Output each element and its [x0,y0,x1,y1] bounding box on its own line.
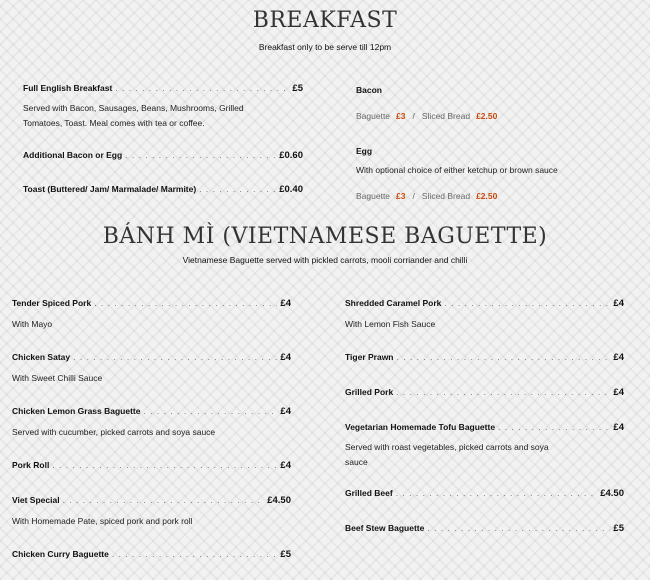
separator: / [412,111,415,121]
item-price: £4.50 [267,495,291,506]
leader-dots [143,406,277,416]
leader-dots [115,83,289,93]
item-description: With Sweet Chilli Sauce [12,373,103,383]
item-price: £4 [613,387,624,398]
item-name: Grilled Beef [345,488,393,498]
menu-item-chicken-satay [12,352,291,363]
leader-dots [396,488,598,498]
breakfast-subtitle: Breakfast only to be serve till 12pm [258,42,392,52]
item-price: £0.40 [279,184,303,195]
item-description: With Lemon Fish Sauce [345,319,436,329]
menu-item-tender-spiced-pork [12,298,291,309]
menu-item-chicken-lemon-grass-baguette [12,406,291,417]
menu-item-grilled-beef [345,488,624,499]
item-name: Vegetarian Homemade Tofu Baguette [345,422,496,432]
sliced-bread-label: Sliced Bread [421,191,471,201]
leader-dots [112,549,278,559]
baguette-price: £3 [396,111,406,121]
item-description: Served with cucumber, picked carrots and soya sauce [12,427,216,437]
baguette-label: Baguette [356,191,391,201]
menu-item-shredded-caramel-pork [345,298,624,309]
item-description: With Homemade Pate, spiced pork and pork roll [12,516,193,526]
sliced-bread-label: Sliced Bread [421,111,471,121]
sliced-bread-price: £2.50 [476,191,498,201]
item-name: Grilled Pork [345,387,394,397]
item-price: £4 [280,298,291,309]
item-name: Tender Spiced Pork [12,298,92,308]
item-name: Additional Bacon or Egg [23,150,123,160]
menu-item-additional-bacon-or-egg [23,150,303,161]
egg-heading: Egg [356,146,373,156]
item-price: £4.50 [600,488,624,499]
item-name: Pork Roll [12,460,50,470]
item-description: With Mayo [12,319,53,329]
item-description: Served with Bacon, Sausages, Beans, Mushrooms, Grilled Tomatoes, Toast. Meal comes with tea or coffee. [23,103,244,128]
item-name: Chicken Lemon Grass Baguette [12,406,141,416]
item-price: £5 [280,549,291,560]
baguette-price: £3 [396,191,406,201]
item-price: £5 [613,523,624,534]
baguette-label: Baguette [356,111,391,121]
sliced-bread-price: £2.50 [476,111,498,121]
banh-mi-title: BÁNH MÌ (VIETNAMESE BAGUETTE) [102,224,548,249]
item-price: £5 [292,83,303,94]
menu-item-pork-roll [12,460,291,471]
item-name: Viet Special [12,495,60,505]
leader-dots [199,184,276,194]
item-name: Full English Breakfast [23,83,113,93]
menu-item-viet-special [12,495,291,506]
leader-dots [73,352,277,362]
item-name: Chicken Curry Baguette [12,549,109,559]
separator: / [412,191,415,201]
item-name: Chicken Satay [12,352,71,362]
item-price: £4 [613,422,624,433]
egg-description: With optional choice of either ketchup or brown sauce [356,165,558,175]
menu-item-vegetarian-tofu-baguette [345,422,624,433]
menu-item-grilled-pork [345,387,624,398]
menu-item-tiger-prawn [345,352,624,363]
item-name: Tiger Prawn [345,352,394,362]
breakfast-title: BREAKFAST [252,8,398,33]
item-description: Served with roast vegetables, picked carrots and soya sauce [345,442,549,467]
leader-dots [52,460,277,470]
bacon-heading: Bacon [356,85,382,95]
menu-item-toast [23,184,303,195]
item-price: £4 [280,460,291,471]
menu-item-full-english-breakfast [23,83,303,94]
item-price: £4 [613,352,624,363]
leader-dots [94,298,277,308]
item-name: Beef Stew Baguette [345,523,425,533]
leader-dots [63,495,265,505]
leader-dots [427,523,610,533]
item-price: £4 [280,406,291,417]
leader-dots [444,298,610,308]
leader-dots [125,150,276,160]
leader-dots [397,352,611,362]
leader-dots [396,387,610,397]
menu-item-chicken-curry-baguette [12,549,291,560]
item-price: £4 [613,298,624,309]
egg-options [356,191,497,201]
leader-dots [498,422,610,432]
item-name: Toast (Buttered/ Jam/ Marmalade/ Marmite) [23,184,197,194]
banh-mi-subtitle: Vietnamese Baguette served with pickled carrots, mooli corriander and chilli [182,255,468,265]
item-name: Shredded Caramel Pork [345,298,442,308]
bacon-options [356,111,497,121]
menu-item-beef-stew-baguette [345,523,624,534]
item-price: £0.60 [279,150,303,161]
item-price: £4 [280,352,291,363]
